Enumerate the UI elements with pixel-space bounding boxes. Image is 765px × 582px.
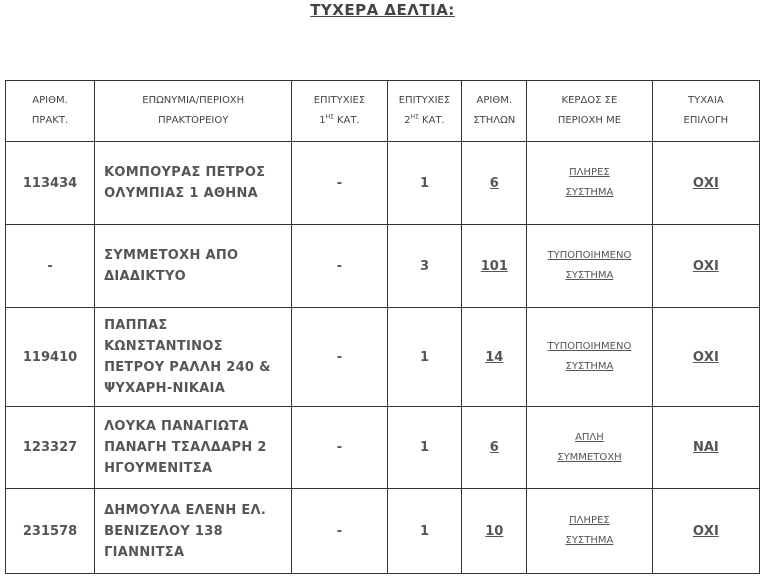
header-agency-name: ΕΠΩΝΥΜΙΑ/ΠΕΡΙΟΧΗ ΠΡΑΚΤΟΡΕΙΟΥ: [95, 81, 292, 142]
columns-cell: [462, 489, 527, 574]
wins-cat1-cell: -: [292, 407, 387, 489]
wins-cat2-cell: 1: [387, 489, 462, 574]
columns-cell: [462, 225, 527, 308]
agency-no-cell: -: [6, 225, 95, 308]
win-type-link[interactable]: ΠΛΗΡΕΣ ΣΥΣΤΗΜΑ: [527, 142, 652, 225]
agency-no-cell: 123327: [6, 407, 95, 489]
win-type-link[interactable]: ΤΥΠΟΠΟΙΗΜΕΝΟ ΣΥΣΤΗΜΑ: [527, 225, 652, 308]
columns-cell: [462, 407, 527, 489]
agency-no-cell: 113434: [6, 142, 95, 225]
table-row: [6, 407, 760, 489]
header-wins-cat2: ΕΠΙΤΥΧΙΕΣ $2^{H\Sigma}$ ΚΑΤ.: [387, 81, 462, 142]
header-columns: ΑΡΙΘΜ. ΣΤΗΛΩΝ: [462, 81, 527, 142]
agency-no-cell: 231578: [6, 489, 95, 574]
random-pick-cell: [652, 142, 759, 225]
columns-link[interactable]: 14: [485, 349, 504, 365]
columns-link[interactable]: 10: [485, 523, 504, 539]
wins-cat1-cell: -: [292, 225, 387, 308]
columns-link[interactable]: 101: [480, 258, 508, 274]
random-pick-cell: [652, 308, 759, 407]
header-agency-no: ΑΡΙΘΜ. ΠΡΑΚΤ.: [6, 81, 95, 142]
header-wins-cat1: ΕΠΙΤΥΧΙΕΣ $1^{H\Sigma}$ ΚΑΤ.: [292, 81, 387, 142]
columns-link[interactable]: 6: [489, 440, 499, 455]
agency-name-cell: ΛΟΥΚΑ ΠΑΝΑΓΙΩΤΑ ΠΑΝΑΓΗ ΤΣΑΛΔΑΡΗ 2 ΗΓΟΥΜΕΝΙΤΣΑ: [95, 407, 292, 489]
header-win-type: ΚΕΡΔΟΣ ΣΕ ΠΕΡΙΟΧΗ ΜΕ: [527, 81, 652, 142]
lucky-tickets-table: [5, 80, 760, 574]
table-row: [6, 308, 760, 407]
page-title: ΤΥΧΕΡΑ ΔΕΛΤΙΑ:: [310, 1, 455, 19]
wins-cat1-cell: -: [292, 308, 387, 407]
columns-cell: [462, 142, 527, 225]
random-pick-link[interactable]: ΟΧΙ: [692, 523, 719, 539]
wins-cat2-cell: 1: [387, 407, 462, 489]
agency-name-cell: ΚΟΜΠΟΥΡΑΣ ΠΕΤΡΟΣ ΟΛΥΜΠΙΑΣ 1 ΑΘΗΝΑ: [95, 142, 292, 225]
wins-cat1-cell: -: [292, 489, 387, 574]
header-random-pick: ΤΥΧΑΙΑ ΕΠΙΛΟΓΗ: [652, 81, 759, 142]
win-type-link[interactable]: ΤΥΠΟΠΟΙΗΜΕΝΟ ΣΥΣΤΗΜΑ: [527, 308, 652, 407]
table-row: [6, 225, 760, 308]
random-pick-link[interactable]: ΟΧΙ: [692, 258, 719, 274]
random-pick-link[interactable]: ΟΧΙ: [692, 175, 719, 191]
agency-no-cell: 119410: [6, 308, 95, 407]
win-type-link[interactable]: ΑΠΛΗ ΣΥΜΜΕΤΟΧΗ: [527, 407, 652, 489]
win-type-link[interactable]: ΠΛΗΡΕΣ ΣΥΣΤΗΜΑ: [527, 489, 652, 574]
table-row: [6, 142, 760, 225]
agency-name-cell: ΔΗΜΟΥΛΑ ΕΛΕΝΗ ΕΛ. ΒΕΝΙΖΕΛΟΥ 138 ΓΙΑΝΝΙΤΣΑ: [95, 489, 292, 574]
wins-cat2-cell: 1: [387, 142, 462, 225]
table-header-row: [6, 81, 760, 142]
random-pick-link[interactable]: ΟΧΙ: [692, 349, 719, 365]
agency-name-cell: ΠΑΠΠΑΣ ΚΩΝΣΤΑΝΤΙΝΟΣ ΠΕΤΡΟΥ ΡΑΛΛΗ 240 & ΨΥΧΑΡΗ-ΝΙΚΑΙΑ: [95, 308, 292, 407]
agency-name-cell: ΣΥΜΜΕΤΟΧΗ ΑΠΟ ΔΙΑΔΙΚΤΥΟ: [95, 225, 292, 308]
table-row: [6, 489, 760, 574]
random-pick-link[interactable]: ΝΑΙ: [692, 440, 719, 455]
wins-cat2-cell: 3: [387, 225, 462, 308]
random-pick-cell: [652, 225, 759, 308]
wins-cat2-cell: 1: [387, 308, 462, 407]
columns-link[interactable]: 6: [489, 175, 499, 191]
columns-cell: [462, 308, 527, 407]
random-pick-cell: [652, 489, 759, 574]
random-pick-cell: [652, 407, 759, 489]
wins-cat1-cell: -: [292, 142, 387, 225]
